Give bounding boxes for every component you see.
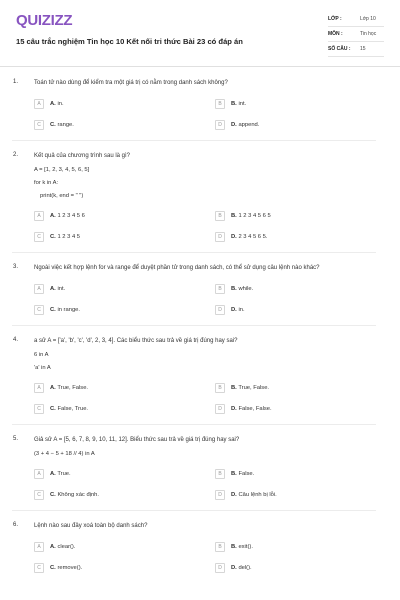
option-text bbox=[50, 385, 88, 391]
option-c[interactable] bbox=[34, 118, 199, 131]
option-value: remove(). bbox=[57, 564, 83, 571]
meta-label: SỐ CÂU : bbox=[328, 46, 351, 52]
option-key: D. bbox=[231, 564, 237, 571]
option-c[interactable] bbox=[34, 561, 199, 574]
option-d[interactable] bbox=[215, 488, 380, 501]
option-value: int. bbox=[57, 285, 66, 292]
option-value: False, True. bbox=[57, 405, 89, 412]
question-2 bbox=[0, 149, 400, 243]
option-letter-box[interactable]: C bbox=[34, 563, 44, 573]
option-letter-box[interactable]: D bbox=[215, 490, 225, 500]
option-letter-box[interactable]: B bbox=[215, 469, 225, 479]
option-text bbox=[50, 286, 65, 292]
option-key: A. bbox=[50, 212, 56, 219]
code-line: (3 + 4 − 5 + 18 // 4) in A bbox=[34, 451, 95, 457]
option-d[interactable] bbox=[215, 402, 380, 415]
meta-value: 15 bbox=[360, 46, 366, 52]
option-letter-box[interactable]: B bbox=[215, 383, 225, 393]
option-letter-box[interactable]: D bbox=[215, 404, 225, 414]
option-text bbox=[50, 565, 82, 571]
question-1 bbox=[0, 76, 400, 131]
option-key: C. bbox=[50, 491, 56, 498]
option-key: B. bbox=[231, 543, 237, 550]
option-text bbox=[231, 471, 254, 477]
option-key: D. bbox=[231, 491, 237, 498]
option-a[interactable] bbox=[34, 467, 199, 480]
answer-options bbox=[34, 97, 380, 131]
option-text bbox=[231, 101, 246, 107]
question-text: Giả sử A = [5, 6, 7, 8, 9, 10, 11, 12]. Biểu thức sau trả về giá trị đúng hay sai? bbox=[34, 437, 240, 443]
option-letter-box[interactable]: C bbox=[34, 120, 44, 130]
question-number: 5. bbox=[13, 436, 19, 442]
header-divider bbox=[0, 66, 400, 67]
option-text bbox=[50, 492, 99, 498]
option-key: A. bbox=[50, 384, 56, 391]
option-letter-box[interactable]: A bbox=[34, 469, 44, 479]
option-value: 1 2 3 4 5 6 bbox=[57, 212, 85, 219]
option-c[interactable] bbox=[34, 488, 199, 501]
option-value: int. bbox=[238, 100, 247, 107]
option-text bbox=[231, 286, 253, 292]
option-letter-box[interactable]: C bbox=[34, 232, 44, 242]
meta-row-subject bbox=[328, 27, 384, 42]
option-letter-box[interactable]: A bbox=[34, 284, 44, 294]
option-value: True. bbox=[57, 470, 71, 477]
meta-table bbox=[328, 12, 384, 57]
question-divider bbox=[12, 252, 376, 253]
option-b[interactable] bbox=[215, 381, 380, 394]
option-value: exit(). bbox=[238, 543, 253, 550]
option-key: D. bbox=[231, 233, 237, 240]
question-number: 1. bbox=[13, 79, 19, 85]
option-value: range. bbox=[57, 121, 74, 128]
option-c[interactable] bbox=[34, 402, 199, 415]
option-key: D. bbox=[231, 405, 237, 412]
option-key: C. bbox=[50, 306, 56, 313]
option-value: clear(). bbox=[57, 543, 76, 550]
option-key: B. bbox=[231, 100, 237, 107]
question-number: 4. bbox=[13, 337, 19, 343]
option-key: A. bbox=[50, 100, 56, 107]
question-4 bbox=[0, 334, 400, 415]
option-key: C. bbox=[50, 233, 56, 240]
option-text bbox=[50, 406, 88, 412]
option-key: C. bbox=[50, 564, 56, 571]
option-value: False. bbox=[238, 470, 255, 477]
option-key: B. bbox=[231, 212, 237, 219]
option-text bbox=[231, 122, 259, 128]
option-key: B. bbox=[231, 384, 237, 391]
meta-row-count bbox=[328, 42, 384, 57]
option-text bbox=[231, 406, 272, 412]
option-d[interactable] bbox=[215, 118, 380, 131]
option-value: in. bbox=[238, 306, 245, 313]
option-key: B. bbox=[231, 470, 237, 477]
option-letter-box[interactable]: C bbox=[34, 305, 44, 315]
option-c[interactable] bbox=[34, 303, 199, 316]
option-letter-box[interactable]: A bbox=[34, 542, 44, 552]
option-letter-box[interactable]: B bbox=[215, 99, 225, 109]
option-d[interactable] bbox=[215, 303, 380, 316]
option-text bbox=[50, 544, 75, 550]
option-b[interactable] bbox=[215, 97, 380, 110]
option-a[interactable] bbox=[34, 209, 199, 222]
meta-value: Tin học bbox=[360, 31, 377, 37]
option-text bbox=[231, 234, 267, 240]
option-d[interactable] bbox=[215, 230, 380, 243]
option-value: in. bbox=[57, 100, 64, 107]
option-text bbox=[231, 565, 252, 571]
question-text: Kết quả của chương trình sau là gì? bbox=[34, 153, 131, 159]
option-a[interactable] bbox=[34, 540, 199, 553]
question-divider bbox=[12, 140, 376, 141]
answer-options bbox=[34, 282, 380, 316]
question-3 bbox=[0, 261, 400, 316]
option-letter-box[interactable]: B bbox=[215, 542, 225, 552]
worksheet-header bbox=[16, 10, 384, 66]
question-number: 2. bbox=[13, 152, 19, 158]
option-value: 2 3 4 5 6 5. bbox=[238, 233, 268, 240]
question-list bbox=[0, 76, 400, 583]
option-value: Không xác định. bbox=[57, 491, 100, 498]
code-line: 6 in A bbox=[34, 352, 49, 358]
option-b[interactable] bbox=[215, 209, 380, 222]
option-text bbox=[50, 471, 71, 477]
meta-label: LỚP : bbox=[328, 16, 342, 22]
option-letter-box[interactable]: D bbox=[215, 563, 225, 573]
question-5 bbox=[0, 433, 400, 501]
document-title: 15 câu trắc nghiệm Tin học 10 Kết nối tri thức Bài 23 có đáp án bbox=[16, 37, 243, 46]
question-text: a sử A = ['a', 'b', 'c', 'd', 2, 3, 4]. Các biểu thức sau trả về giá trị đúng hay sai? bbox=[34, 338, 238, 344]
option-letter-box[interactable]: A bbox=[34, 99, 44, 109]
question-number: 6. bbox=[13, 522, 19, 528]
option-key: D. bbox=[231, 121, 237, 128]
code-line: A = [1, 2, 3, 4, 5, 6, 5] bbox=[34, 167, 90, 173]
option-key: B. bbox=[231, 285, 237, 292]
meta-row-class bbox=[328, 12, 384, 27]
option-value: 1 2 3 4 5 6 5 bbox=[238, 212, 271, 219]
option-value: True, False. bbox=[57, 384, 89, 391]
option-c[interactable] bbox=[34, 230, 199, 243]
option-value: del(). bbox=[238, 564, 252, 571]
option-a[interactable] bbox=[34, 97, 199, 110]
option-text bbox=[50, 101, 64, 107]
option-b[interactable] bbox=[215, 540, 380, 553]
option-key: A. bbox=[50, 285, 56, 292]
option-b[interactable] bbox=[215, 467, 380, 480]
option-letter-box[interactable]: D bbox=[215, 120, 225, 130]
option-text bbox=[231, 385, 269, 391]
quizizz-logo: QUIZIZZ bbox=[16, 12, 73, 29]
answer-options bbox=[34, 209, 380, 243]
option-text bbox=[231, 213, 271, 219]
option-text bbox=[50, 307, 80, 313]
option-letter-box[interactable]: D bbox=[215, 305, 225, 315]
option-letter-box[interactable]: C bbox=[34, 490, 44, 500]
option-text bbox=[231, 492, 277, 498]
option-letter-box[interactable]: D bbox=[215, 232, 225, 242]
option-letter-box[interactable]: C bbox=[34, 404, 44, 414]
option-value: Câu lệnh bị lỗi. bbox=[238, 491, 277, 498]
question-divider bbox=[12, 510, 376, 511]
option-value: True, False. bbox=[238, 384, 270, 391]
option-d[interactable] bbox=[215, 561, 380, 574]
option-a[interactable] bbox=[34, 282, 199, 295]
question-text: Ngoài việc kết hợp lệnh for và range để duyệt phần tử trong danh sách, có thể sử dụng câu lệnh nào khác? bbox=[34, 265, 320, 271]
option-value: False, False. bbox=[238, 405, 272, 412]
question-text: Toán tử nào dùng để kiểm tra một giá trị có nằm trong danh sách không? bbox=[34, 80, 228, 86]
option-value: append. bbox=[238, 121, 260, 128]
answer-options bbox=[34, 467, 380, 501]
option-letter-box[interactable]: A bbox=[34, 211, 44, 221]
meta-value: Lớp 10 bbox=[360, 16, 376, 22]
code-line: print(k, end = " ") bbox=[40, 193, 84, 199]
option-key: A. bbox=[50, 543, 56, 550]
code-line: for k in A: bbox=[34, 180, 59, 186]
option-a[interactable] bbox=[34, 381, 199, 394]
option-text bbox=[231, 544, 253, 550]
question-divider bbox=[12, 424, 376, 425]
option-key: C. bbox=[50, 405, 56, 412]
question-number: 3. bbox=[13, 264, 19, 270]
option-key: C. bbox=[50, 121, 56, 128]
option-text bbox=[50, 122, 74, 128]
option-b[interactable] bbox=[215, 282, 380, 295]
question-text: Lệnh nào sau đây xoá toàn bộ danh sách? bbox=[34, 523, 148, 529]
option-key: D. bbox=[231, 306, 237, 313]
option-text bbox=[231, 307, 245, 313]
question-divider bbox=[12, 325, 376, 326]
option-text bbox=[50, 213, 85, 219]
option-value: in range. bbox=[57, 306, 80, 313]
answer-options bbox=[34, 540, 380, 574]
option-letter-box[interactable]: A bbox=[34, 383, 44, 393]
option-letter-box[interactable]: B bbox=[215, 284, 225, 294]
option-value: while. bbox=[238, 285, 254, 292]
option-value: 1 2 3 4 5 bbox=[57, 233, 80, 240]
question-6 bbox=[0, 519, 400, 574]
option-key: A. bbox=[50, 470, 56, 477]
code-line: 'a' in A bbox=[34, 365, 51, 371]
answer-options bbox=[34, 381, 380, 415]
meta-label: MÔN : bbox=[328, 31, 343, 37]
option-text bbox=[50, 234, 80, 240]
option-letter-box[interactable]: B bbox=[215, 211, 225, 221]
